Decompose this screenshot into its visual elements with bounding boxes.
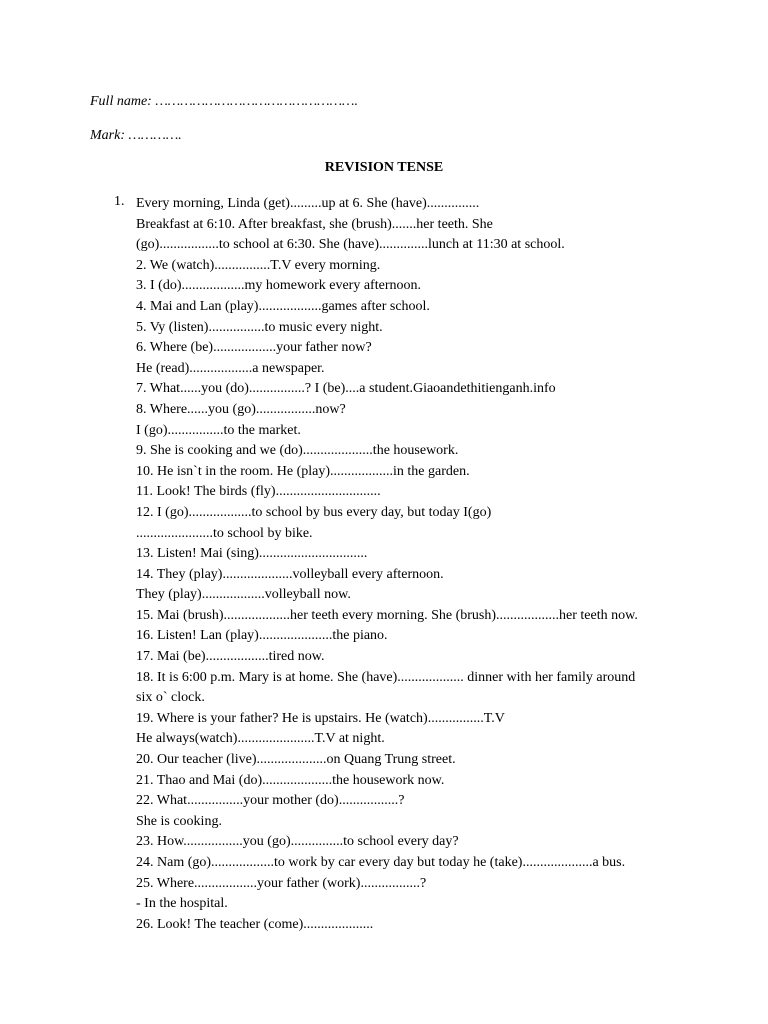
exercise-line: 11. Look! The birds (fly)..............................	[136, 484, 381, 500]
exercise-line: 24. Nam (go)..................to work by car every day but today he (take)....................a bus.	[136, 855, 626, 870]
exercise-line: 15. Mai (brush)...................her teeth every morning. She (brush)..................her teeth now.	[136, 607, 638, 623]
exercise-line: 12. I (go)..................to school by bus every day, but today I(go)	[136, 504, 492, 520]
exercise-line: 16. Listen! Lan (play).....................the piano.	[136, 628, 388, 644]
exercise-line: 25. Where..................your father (work).................?	[136, 875, 427, 891]
exercise-line: 9. She is cooking and we (do)....................the housework.	[136, 443, 459, 459]
exercise-list	[136, 194, 736, 935]
page-title: REVISION TENSE	[324, 160, 444, 175]
exercise-line: 13. Listen! Mai (sing)...............................	[136, 546, 368, 562]
exercise-line: 20. Our teacher (live)....................on Quang Trung street.	[136, 752, 456, 768]
exercise-line: He (read)..................a newspaper.	[136, 360, 325, 376]
exercise-line: 7. What......you (do)................? I (be)....a student.Giaoandethitienganh.info	[136, 381, 556, 397]
exercise-line: Breakfast at 6:10. After breakfast, she (brush).......her teeth. She	[136, 216, 493, 232]
exercise-line: 17. Mai (be)..................tired now.	[136, 649, 325, 665]
exercise-line: She is cooking.	[136, 813, 222, 829]
exercise-line: (go).................to school at 6:30. She (have)..............lunch at 11:30 at school.	[136, 237, 565, 253]
exercise-line: 18. It is 6:00 p.m. Mary is at home. She (have)................... dinner with her family around	[136, 669, 636, 685]
exercise-line: 4. Mai and Lan (play)..................games after school.	[136, 298, 430, 314]
exercise-line: 19. Where is your father? He is upstairs. He (watch)................T.V	[136, 710, 505, 726]
exercise-line: 14. They (play)....................volleyball every afternoon.	[136, 566, 444, 582]
exercise-line: - In the hospital.	[136, 896, 228, 912]
exercise-number: 1.	[114, 194, 125, 209]
exercise-line: 10. He isn`t in the room. He (play)..................in the garden.	[136, 463, 470, 479]
exercise-line: 6. Where (be)..................your father now?	[136, 340, 372, 356]
exercise-line: 2. We (watch)................T.V every morning.	[136, 257, 381, 273]
exercise-line: 22. What................your mother (do).................?	[136, 793, 405, 809]
exercise-line: ......................to school by bike.	[136, 525, 313, 541]
full-name-field: Full name: ………………………………………….	[90, 94, 358, 109]
exercise-line: They (play)..................volleyball now.	[136, 587, 351, 603]
mark-field: Mark: ………….	[90, 128, 182, 143]
exercise-line: 21. Thao and Mai (do)....................the housework now.	[136, 772, 445, 788]
exercise-line: 8. Where......you (go).................now?	[136, 401, 346, 417]
exercise-line: 5. Vy (listen)................to music every night.	[136, 319, 383, 335]
exercise-line: He always(watch)......................T.V at night.	[136, 731, 385, 747]
exercise-line: six o` clock.	[136, 690, 205, 706]
exercise-line: I (go)................to the market.	[136, 422, 301, 438]
exercise-line: 26. Look! The teacher (come)....................	[136, 916, 374, 932]
exercise-line: 3. I (do)..................my homework every afternoon.	[136, 278, 421, 294]
exercise-line: 23. How.................you (go)...............to school every day?	[136, 834, 459, 850]
exercise-line: Every morning, Linda (get).........up at 6. She (have)...............	[136, 196, 480, 211]
